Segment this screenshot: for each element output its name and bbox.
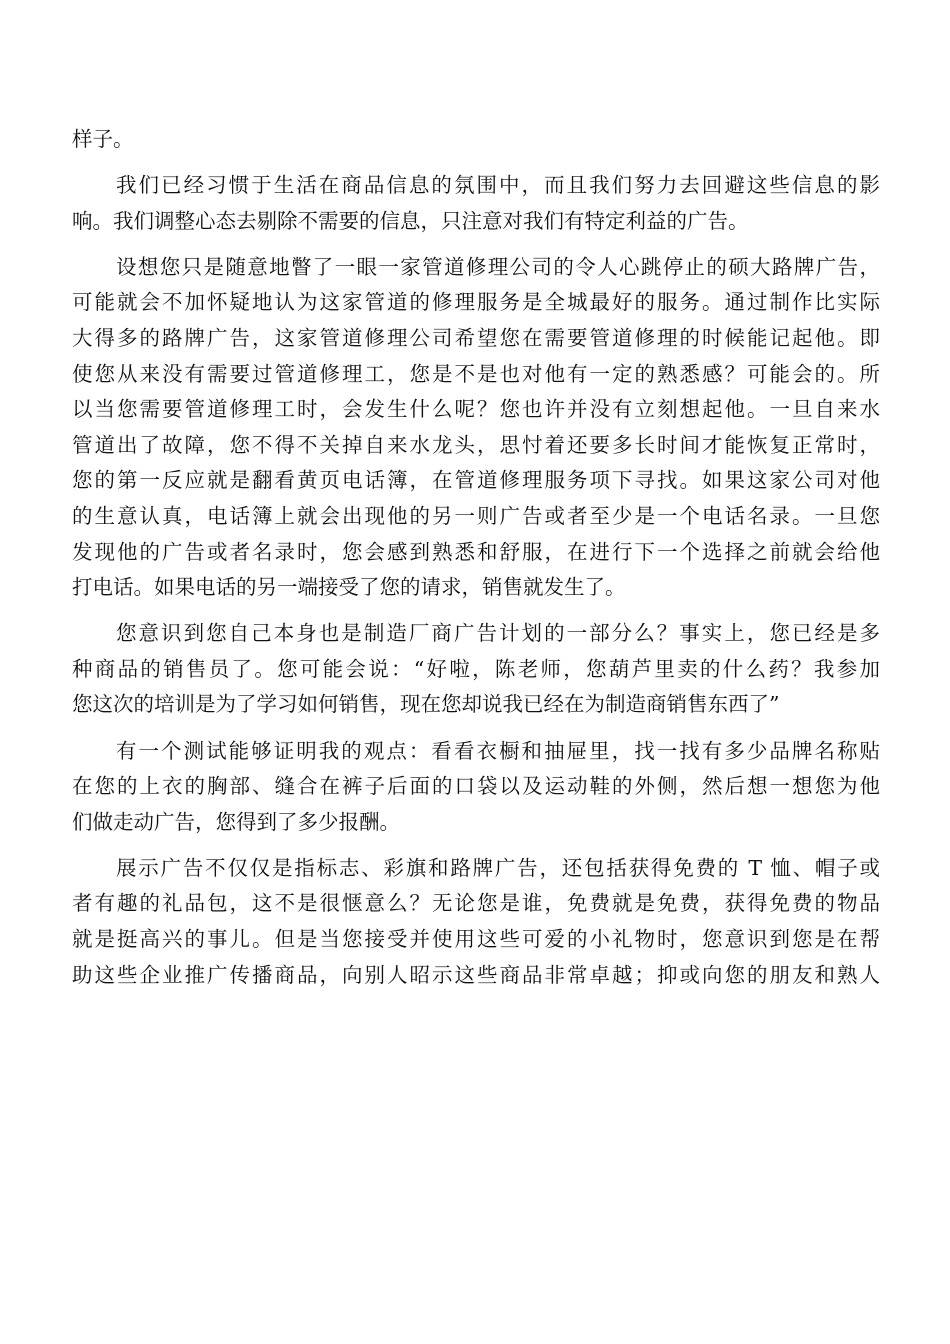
text-line: 助这些企业推广传播商品，向别人昭示这些商品非常卓越；抑或向您的朋友和熟人: [72, 962, 880, 987]
text-line: 您的第一反应就是翻看黄页电话簿，在管道修理服务项下寻找。如果这家公司对他: [72, 468, 880, 493]
text-line: 以当您需要管道修理工时，会发生什么呢？您也许并没有立刻想起他。一旦自来水: [72, 397, 880, 422]
text-line: 您意识到您自己本身也是制造厂商广告计划的一部分么？事实上，您已经是多: [116, 621, 880, 646]
paragraph-gap: [72, 723, 880, 734]
text-line: 可能就会不加怀疑地认为这家管道的修理服务是全城最好的服务。通过制作比实际: [72, 290, 880, 315]
text-line: 者有趣的礼品包，这不是很惬意么？无论您是谁，免费就是免费，获得免费的物品: [72, 891, 880, 916]
text-line: 种商品的销售员了。您可能会说：“好啦，陈老师，您葫芦里卖的什么药？我参加: [72, 656, 880, 681]
paragraph-gap: [72, 840, 880, 851]
text-line: 使您从来没有需要过管道修理工，您是不是也对他有一定的熟悉感？可能会的。所: [72, 361, 880, 386]
text-line: 们做走动广告，您得到了多少报酬。: [72, 809, 400, 834]
text-line: 展示广告不仅仅是指标志、彩旗和路牌广告，还包括获得免费的 T 恤、帽子或: [116, 855, 880, 880]
paragraph-gap: [72, 606, 880, 617]
text-line: 的生意认真，电话簿上就会出现他的另一则广告或者至少是一个电话名录。一旦您: [72, 503, 880, 528]
text-line: 样子。: [72, 127, 134, 151]
text-line: 大得多的路牌广告，这家管道修理公司希望您在需要管道修理的时候能记起他。即: [72, 325, 880, 350]
text-line: 打电话。如果电话的另一端接受了您的请求，销售就发生了。: [72, 575, 626, 600]
text-line: 就是挺高兴的事儿。但是当您接受并使用这些可爱的小礼物时，您意识到您是在帮: [72, 926, 880, 951]
paragraph-gap: [72, 239, 880, 250]
text-line: 响。我们调整心态去剔除不需要的信息，只注意对我们有特定利益的广告。: [72, 208, 749, 233]
text-line: 管道出了故障，您不得不关掉自来水龙头，思忖着还要多长时间才能恢复正常时，: [72, 432, 880, 457]
text-line: 设想您只是随意地瞥了一眼一家管道修理公司的令人心跳停止的硕大路牌广告，: [116, 254, 880, 279]
text-line: 发现他的广告或者名录时，您会感到熟悉和舒服，在进行下一个选择之前就会给他: [72, 539, 880, 564]
paragraph-gap: [72, 158, 880, 169]
text-line: 我们已经习惯于生活在商品信息的氛围中，而且我们努力去回避这些信息的影: [116, 173, 880, 198]
document-body: [72, 122, 880, 993]
text-line: 在您的上衣的胸部、缝合在裤子后面的口袋以及运动鞋的外侧，然后想一想您为他: [72, 774, 880, 799]
text-line: 有一个测试能够证明我的观点：看看衣橱和抽屉里，找一找有多少品牌名称贴: [116, 738, 880, 763]
text-line: 您这次的培训是为了学习如何销售，现在您却说我已经在为制造商销售东西了”: [72, 692, 780, 717]
